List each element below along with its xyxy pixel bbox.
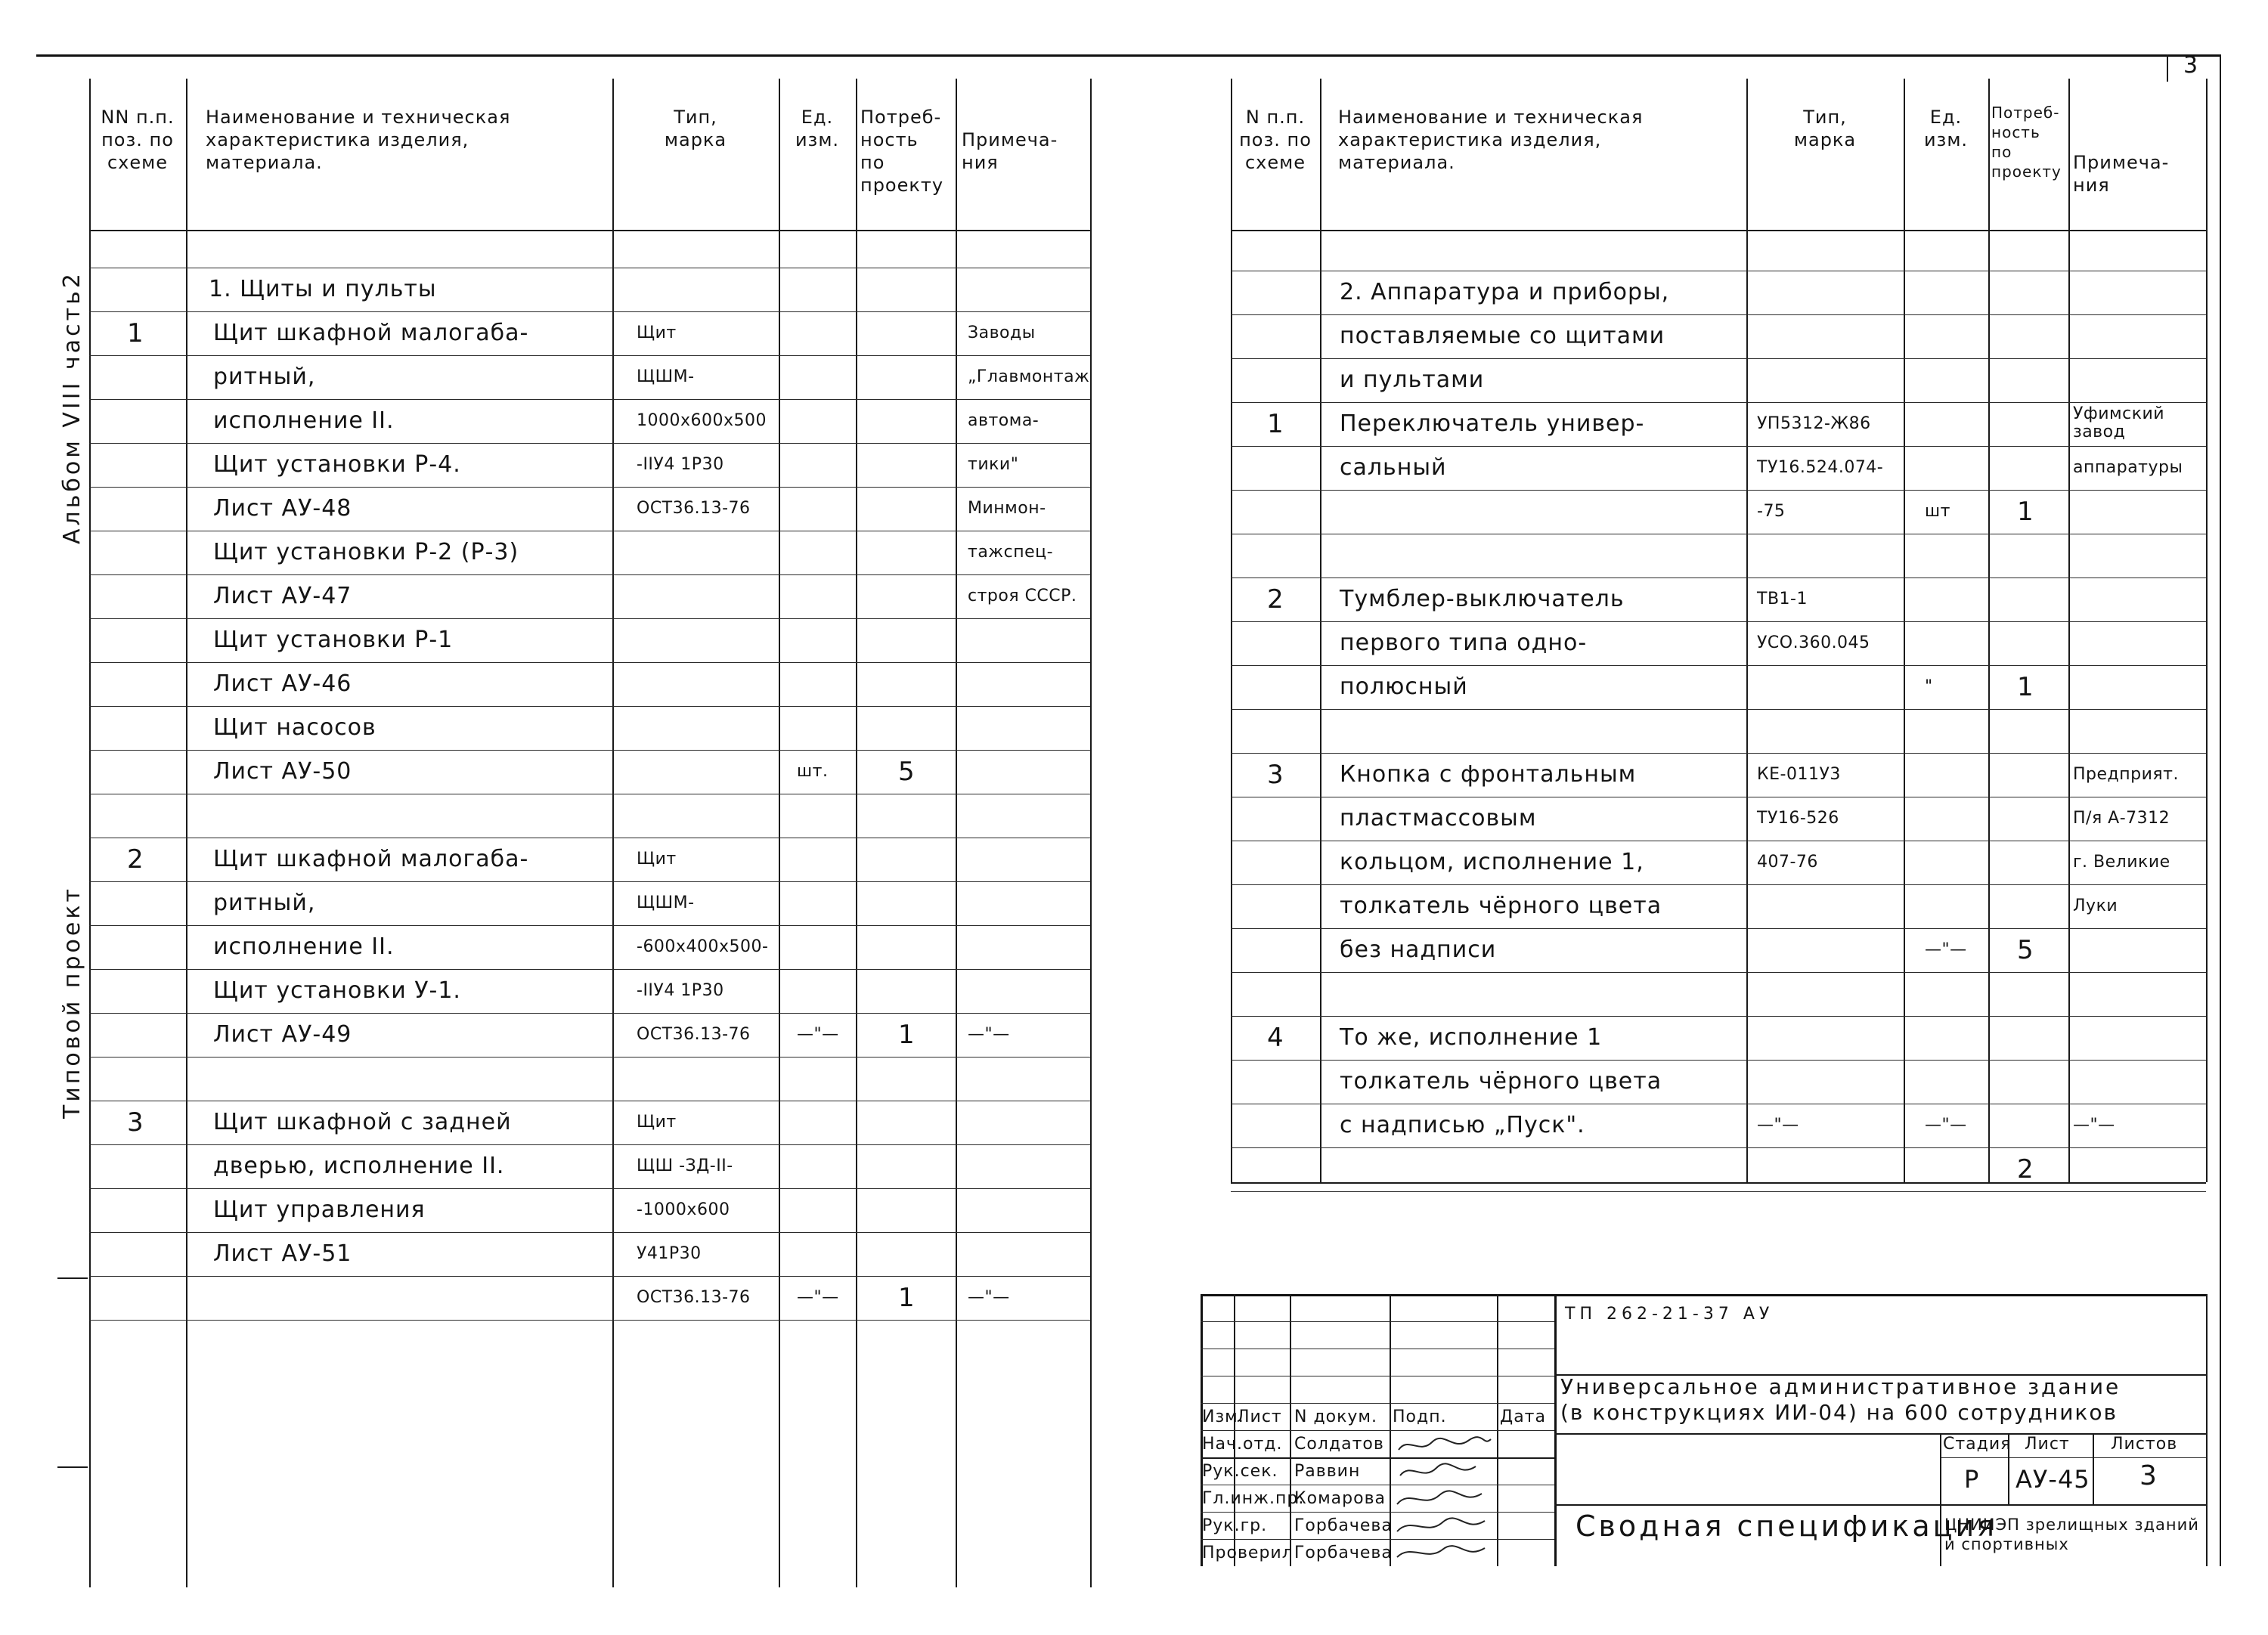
rt-cell-pos: 1	[1267, 409, 1284, 439]
rt-cell-name: первого типа одно-	[1340, 630, 1588, 656]
lt-cell-note: автома-	[968, 411, 1040, 430]
stamp-col-header: Изм.	[1202, 1407, 1244, 1426]
rt-row-line	[1231, 709, 2206, 710]
rt-row-line	[1231, 314, 2206, 315]
rt-cell-type: ТУ16-526	[1757, 809, 1839, 828]
rt-row-line	[1231, 402, 2206, 403]
lt-cell-type: ЩШ -ЗД-II-	[637, 1157, 733, 1175]
rt-cell-note: —"—	[2073, 1116, 2115, 1135]
rt-cell-name: То же, исполнение 1	[1340, 1024, 1603, 1051]
rt-cell-pos: 2	[1267, 584, 1284, 615]
margin-tick	[57, 1277, 88, 1279]
lt-cell-note: „Главмонтаж	[968, 367, 1090, 386]
lt-row-line	[89, 443, 1090, 444]
lt-row-line	[89, 969, 1090, 970]
rt-cell-name: без надписи	[1340, 937, 1497, 963]
staff-name: Раввин	[1294, 1462, 1361, 1481]
lt-cell-unit: —"—	[797, 1025, 839, 1044]
rt-cell-name: поставляемые со щитами	[1340, 323, 1665, 349]
lt-cell-name: исполнение II.	[213, 407, 395, 434]
lt-row-line	[89, 487, 1090, 488]
rt-cell-type: КЕ-011У3	[1757, 765, 1841, 784]
rt-border-left	[1231, 79, 1232, 1182]
lt-header-qty: Потреб- ность по проекту	[860, 107, 944, 196]
document-title: Сводная спецификация	[1576, 1510, 1998, 1543]
rt-cell-type: ТУ16.524.074-	[1757, 458, 1884, 477]
rt-cell-note: П/я А-7312	[2073, 809, 2170, 828]
lt-cell-name: Лист АУ-47	[213, 583, 352, 609]
lt-cell-type: -IIУ4 1Р30	[637, 455, 724, 474]
sheets-value: 3	[2139, 1460, 2158, 1491]
sheets-header: Листов	[2111, 1435, 2178, 1454]
staff-role: Рук.гр.	[1202, 1516, 1268, 1535]
lt-row-line	[89, 1013, 1090, 1014]
stamp-col-header: Подп.	[1393, 1407, 1447, 1426]
lt-row-line	[89, 1144, 1090, 1145]
rt-cell-note: Уфимский завод	[2073, 404, 2165, 441]
lt-cell-name: Лист АУ-46	[213, 670, 352, 697]
lt-cell-qty: 1	[898, 1020, 916, 1050]
stage-value: Р	[1964, 1465, 1980, 1494]
lt-col-divider	[779, 79, 780, 1587]
stamp-right	[2206, 1294, 2208, 1566]
lt-cell-type: ОСТ36.13-76	[637, 499, 751, 518]
lt-row-line	[89, 1232, 1090, 1233]
lt-cell-name: Щит насосов	[213, 714, 376, 741]
rt-row-line	[1231, 490, 2206, 491]
rt-row-line	[1231, 621, 2206, 622]
rt-row-line	[1231, 972, 2206, 973]
lt-cell-pos: 1	[127, 318, 144, 348]
lt-cell-name: Щит установки Р-2 (Р-3)	[213, 539, 519, 565]
rt-cell-name: пластмассовым	[1340, 805, 1537, 831]
rt-cell-name: 2. Аппаратура и приборы,	[1340, 279, 1670, 305]
lt-header-type: Тип, марка	[664, 107, 727, 150]
stamp-row	[1940, 1457, 2206, 1458]
stamp-row	[1201, 1539, 1554, 1540]
lt-cell-name: Щит установки Р-1	[213, 627, 454, 653]
rt-row-line	[1231, 1191, 2206, 1192]
page-number: 3	[2183, 52, 2199, 79]
lt-row-line	[89, 662, 1090, 663]
lt-cell-type: ОСТ36.13-76	[637, 1288, 751, 1307]
stamp-top	[1201, 1294, 2206, 1296]
rt-cell-note: г. Великие	[2073, 853, 2170, 872]
rt-cell-qty: 1	[2017, 497, 2034, 527]
staff-role: Рук.сек.	[1202, 1462, 1278, 1481]
stamp-divider	[1554, 1294, 1557, 1566]
stamp-col-header: Дата	[1500, 1407, 1546, 1426]
stamp-col	[1940, 1433, 1941, 1566]
rt-cell-type: УСО.360.045	[1757, 633, 1870, 652]
lt-cell-name: Щит шкафной малогаба-	[213, 846, 529, 872]
lt-row-line	[89, 399, 1090, 400]
rt-cell-unit: —"—	[1925, 1116, 1967, 1135]
lt-cell-name: Лист АУ-51	[213, 1240, 352, 1267]
rt-row-line	[1231, 753, 2206, 754]
rt-cell-name: кольцом, исполнение 1,	[1340, 849, 1644, 875]
lt-cell-type: Щит	[637, 1113, 677, 1132]
stamp-row	[1201, 1430, 1554, 1431]
rt-col-divider	[1904, 79, 1905, 1182]
lt-cell-type: 1000x600x500	[637, 411, 767, 430]
lt-col-divider	[186, 79, 187, 1587]
rt-header-name: Наименование и техническая характеристика изделия, материала.	[1338, 107, 1644, 173]
stamp-row	[1201, 1321, 1554, 1322]
lt-row-line	[89, 706, 1090, 707]
lt-cell-type: Щит	[637, 850, 677, 869]
lt-cell-name: Щит установки Р-4.	[213, 451, 461, 478]
lt-cell-note: Минмон-	[968, 499, 1046, 518]
lt-cell-type: -IIУ4 1Р30	[637, 981, 724, 1000]
lt-cell-name: Лист АУ-50	[213, 758, 352, 785]
rt-cell-type: ТВ1-1	[1757, 590, 1808, 608]
staff-role: Нач.отд.	[1202, 1435, 1283, 1454]
stamp-col-header: Лист	[1237, 1407, 1282, 1426]
rt-cell-type: 407-76	[1757, 853, 1818, 872]
lt-row-line	[89, 355, 1090, 356]
rt-col-divider	[1746, 79, 1748, 1182]
rt-cell-unit: "	[1925, 677, 1933, 696]
stamp-row	[1201, 1512, 1554, 1513]
rt-cell-unit: шт	[1925, 502, 1950, 521]
rt-cell-name: полюсный	[1340, 674, 1468, 700]
lt-cell-type: У41Р30	[637, 1244, 702, 1263]
rt-cell-note: аппаратуры	[2073, 458, 2183, 477]
object-line-1: Универсальное административное здание	[1560, 1374, 2121, 1399]
rt-row-line	[1231, 446, 2206, 447]
rt-row-line	[1231, 884, 2206, 885]
rt-header-type: Тип, марка	[1793, 107, 1857, 150]
lt-header-bottom	[89, 230, 1090, 231]
rt-cell-name: Кнопка с фронтальным	[1340, 761, 1637, 788]
rt-cell-name: толкатель чёрного цвета	[1340, 1068, 1662, 1095]
lt-row-line	[89, 1188, 1090, 1189]
lt-cell-type: ЩШМ-	[637, 893, 695, 912]
rt-col-divider	[2068, 79, 2070, 1182]
rt-bottom-line	[1231, 1182, 2206, 1184]
lt-cell-type: -600x400x500-	[637, 937, 769, 956]
album-side-label: Альбом VIII часть2	[59, 271, 85, 544]
lt-cell-type: ЩШМ-	[637, 367, 695, 386]
stamp-row	[1201, 1403, 1554, 1404]
stamp-col	[2093, 1433, 2094, 1504]
lt-col-divider	[856, 79, 857, 1587]
rt-row-line	[1231, 1016, 2206, 1017]
lt-cell-name: исполнение II.	[213, 934, 395, 960]
lt-header-pos: NN п.п. поз. по схеме	[101, 107, 175, 173]
rt-header-bottom	[1231, 230, 2206, 231]
lt-header-note: Примеча- ния	[962, 129, 1058, 173]
lt-cell-name: дверью, исполнение II.	[213, 1153, 505, 1179]
lt-cell-type: -1000x600	[637, 1200, 730, 1219]
rt-cell-name: с надписью „Пуск".	[1340, 1112, 1585, 1138]
lt-cell-note: тажспец-	[968, 543, 1054, 562]
staff-name: Горбачева	[1294, 1516, 1393, 1535]
lt-cell-name: Щит шкафной малогаба-	[213, 320, 529, 346]
rt-header-pos: N п.п. поз. по схеме	[1239, 107, 1312, 173]
rt-row-line	[1231, 1147, 2206, 1148]
lt-cell-note: Заводы	[968, 324, 1036, 342]
margin-tick	[57, 1466, 88, 1468]
rt-cell-name: Переключатель универ-	[1340, 410, 1645, 437]
staff-name: Комарова	[1294, 1489, 1387, 1508]
rt-cell-note: Предприят.	[2073, 765, 2179, 784]
lt-section-title: 1. Щиты и пульты	[209, 276, 437, 302]
rt-cell-type: -75	[1757, 502, 1786, 521]
stamp-row	[1554, 1504, 2206, 1506]
rt-cell-name: Тумблер-выключатель	[1340, 586, 1625, 612]
lt-row-line	[89, 311, 1090, 312]
lt-col-divider	[612, 79, 614, 1587]
staff-role: Проверил	[1202, 1544, 1294, 1562]
lt-border-right	[1090, 79, 1092, 1587]
lt-cell-unit: шт.	[797, 762, 829, 781]
lt-row-line	[89, 574, 1090, 575]
lt-row-line	[89, 925, 1090, 926]
sheet-header: Лист	[2025, 1435, 2070, 1454]
lt-cell-note: —"—	[968, 1288, 1010, 1307]
stage-header: Стадия	[1943, 1435, 2012, 1454]
lt-cell-qty: 5	[898, 757, 916, 787]
page-number-box-left	[2167, 54, 2168, 82]
lt-cell-note: —"—	[968, 1025, 1010, 1044]
lt-col-divider	[956, 79, 957, 1587]
rt-border-right	[2206, 79, 2208, 1182]
rt-col-divider	[1988, 79, 1990, 1182]
rt-cell-note: Луки	[2073, 896, 2118, 915]
lt-cell-note: тики"	[968, 455, 1019, 474]
rt-cell-pos: 3	[1267, 760, 1284, 790]
rt-col-divider	[1320, 79, 1321, 1182]
signatures	[1393, 1432, 1495, 1565]
rt-cell-name: сальный	[1340, 454, 1447, 481]
project-code: ТП 262-21-37 АУ	[1565, 1305, 1774, 1324]
rt-row-line	[1231, 1060, 2206, 1061]
right-border	[2220, 54, 2221, 1566]
lt-cell-pos: 2	[127, 844, 144, 875]
rt-cell-name: толкатель чёрного цвета	[1340, 893, 1662, 919]
organization: ЦНИИЭП зрелищных зданий и спортивных	[1944, 1516, 2199, 1553]
rt-cell-pos: 4	[1267, 1023, 1284, 1053]
lt-cell-name: ритный,	[213, 364, 316, 390]
rt-cell-qty: 5	[2017, 935, 2034, 965]
project-side-label: Типовой проект	[59, 886, 85, 1119]
rt-cell-name: и пультами	[1340, 367, 1485, 393]
rt-row-line	[1231, 665, 2206, 666]
rt-row-line	[1231, 928, 2206, 929]
lt-row-line	[89, 881, 1090, 882]
object-line-2: (в конструкциях ИИ-04) на 600 сотрудников	[1560, 1400, 2118, 1425]
rt-cell-type: УП5312-Ж86	[1757, 414, 1871, 433]
rt-header-note: Примеча- ния	[2073, 152, 2170, 196]
lt-cell-name: Лист АУ-48	[213, 495, 352, 522]
rt-cell-qty: 1	[2017, 672, 2034, 702]
rt-row-line	[1231, 358, 2206, 359]
lt-row-line	[89, 1276, 1090, 1277]
lt-cell-name: Щит шкафной с задней	[213, 1109, 512, 1135]
lt-cell-note: строя СССР.	[968, 587, 1077, 605]
rt-header-qty: Потреб- ность по проекту	[1991, 104, 2062, 181]
lt-cell-pos: 3	[127, 1107, 144, 1138]
lt-cell-name: Щит установки У-1.	[213, 977, 461, 1004]
top-border	[36, 54, 2221, 57]
lt-cell-name: ритный,	[213, 890, 316, 916]
stamp-row	[1554, 1433, 2206, 1435]
lt-row-line	[89, 1320, 1090, 1321]
lt-header-name: Наименование и техническая характеристика изделия, материала.	[206, 107, 511, 173]
staff-name: Горбачева	[1294, 1544, 1393, 1562]
rt-cell-type: —"—	[1757, 1116, 1799, 1135]
staff-name: Солдатов	[1294, 1435, 1384, 1454]
lt-cell-type: Щит	[637, 324, 677, 342]
lt-row-line	[89, 618, 1090, 619]
lt-cell-name: Щит управления	[213, 1197, 426, 1223]
rt-header-unit: Ед. изм.	[1923, 107, 1969, 150]
lt-cell-type: ОСТ36.13-76	[637, 1025, 751, 1044]
stamp-row	[1201, 1457, 1554, 1459]
lt-cell-qty: 1	[898, 1283, 916, 1313]
lt-cell-unit: —"—	[797, 1288, 839, 1307]
lt-border-left	[89, 79, 91, 1587]
lt-row-line	[89, 750, 1090, 751]
lt-cell-name: Лист АУ-49	[213, 1021, 352, 1048]
rt-cell-qty: 2	[2017, 1154, 2034, 1184]
sheet-value: АУ-45	[2015, 1465, 2090, 1494]
lt-header-unit: Ед. изм.	[795, 107, 840, 150]
stamp-col-header: N докум.	[1294, 1407, 1378, 1426]
staff-role: Гл.инж.пр.	[1202, 1489, 1305, 1508]
rt-cell-unit: —"—	[1925, 940, 1967, 959]
